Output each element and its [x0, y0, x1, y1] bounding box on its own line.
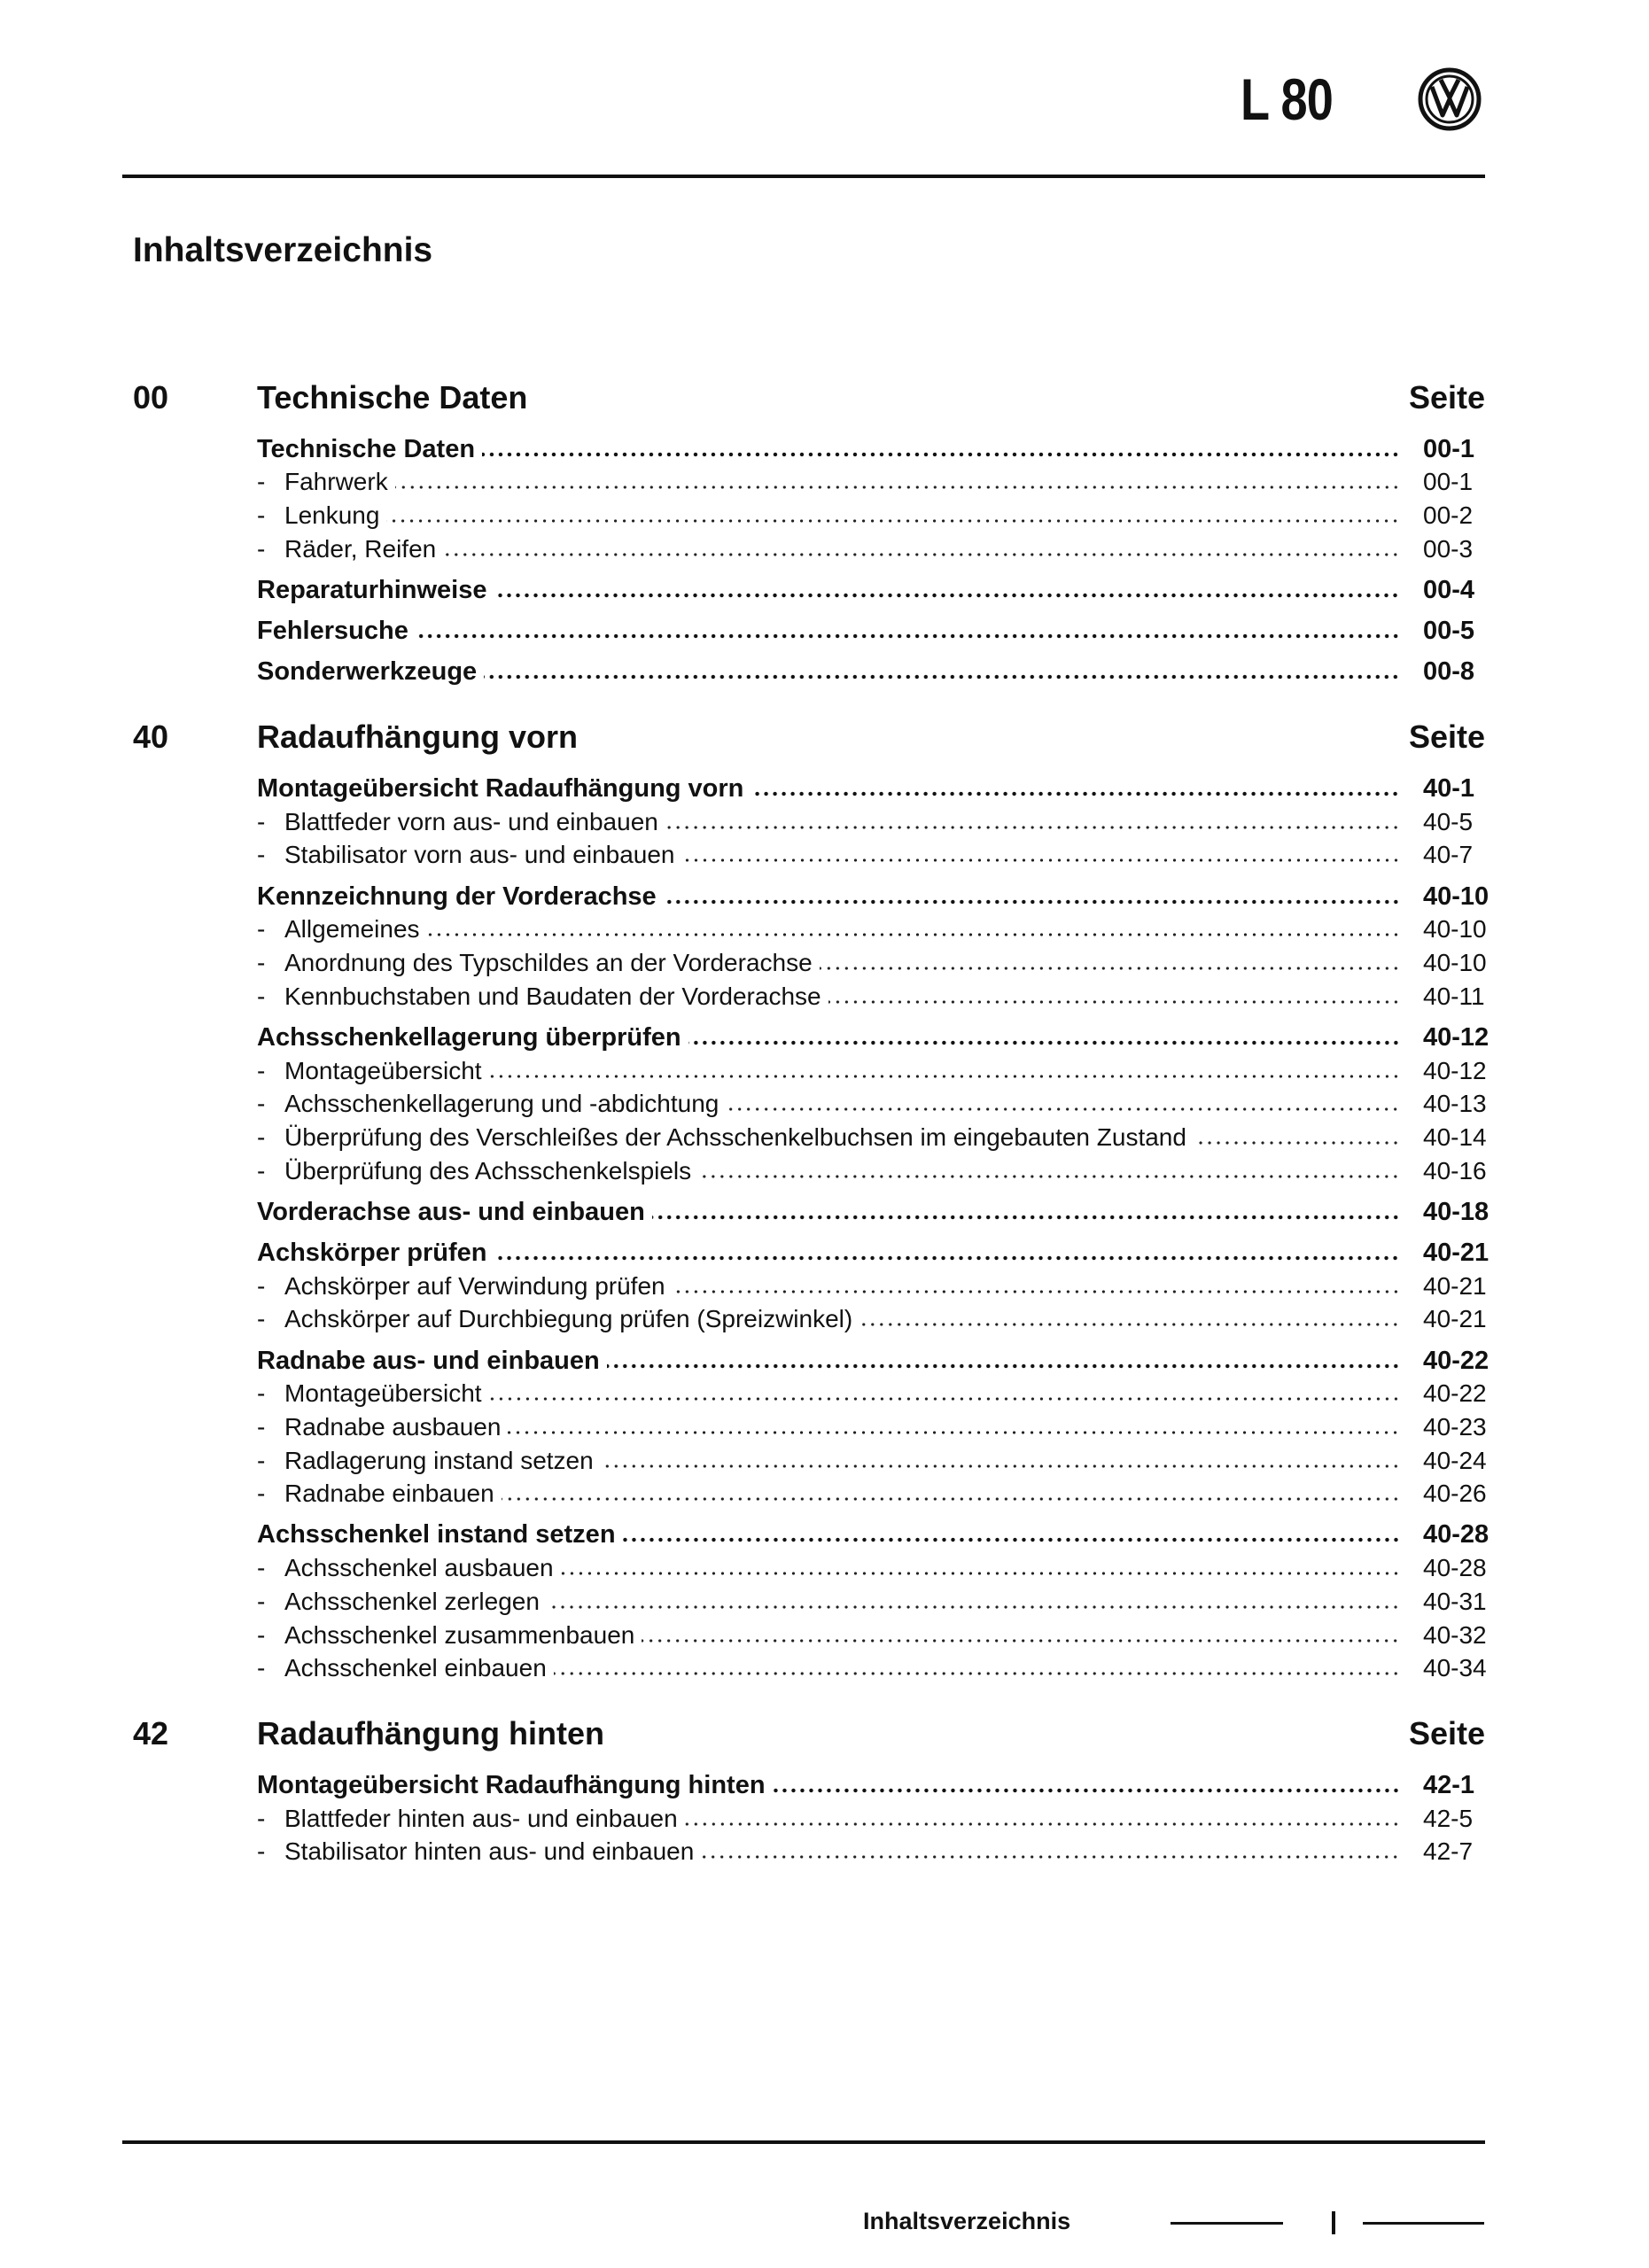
dot-leader	[494, 593, 1400, 598]
entry-title: Achsschenkel instand setzen	[257, 1520, 616, 1550]
bullet-dash: -	[257, 1056, 266, 1084]
entry-title: Reparaturhinweise	[257, 575, 487, 604]
bullet-dash: -	[257, 1305, 266, 1333]
dot-leader	[673, 1289, 1400, 1294]
entry-page-number: 40-22	[1423, 1379, 1487, 1408]
bullet-dash: -	[257, 841, 266, 869]
bullet-dash: -	[257, 1804, 266, 1832]
entry-page-number: 40-23	[1423, 1412, 1487, 1441]
toc-subentry[interactable]	[257, 1409, 1485, 1442]
entry-title: Montageübersicht	[284, 1056, 482, 1084]
bullet-dash: -	[257, 1620, 266, 1649]
dot-leader	[395, 485, 1400, 490]
toc-subentry[interactable]	[257, 497, 1485, 531]
section-number: 40	[133, 718, 169, 756]
seite-label: Seite	[1408, 1715, 1485, 1752]
toc-chapter-entry[interactable]	[257, 1342, 1490, 1376]
toc-chapter-entry[interactable]	[257, 1019, 1490, 1052]
bullet-dash: -	[257, 1412, 266, 1441]
entry-page-number: 42-7	[1423, 1837, 1474, 1866]
toc-subentry[interactable]	[257, 1617, 1485, 1651]
toc-chapter-entry[interactable]	[257, 571, 1485, 605]
section-heading	[133, 1717, 1485, 1751]
entry-title: Radnabe ausbauen	[284, 1412, 502, 1441]
entry-page-number: 40-1	[1423, 774, 1475, 803]
toc-subentry[interactable]	[257, 978, 1485, 1012]
dot-leader	[664, 899, 1400, 905]
entry-page-number: 40-18	[1423, 1197, 1490, 1226]
entry-page-number: 40-28	[1423, 1554, 1487, 1582]
entry-page-number: 40-21	[1423, 1271, 1487, 1300]
dot-leader	[685, 1821, 1400, 1827]
dot-leader	[642, 1638, 1400, 1643]
toc-chapter-entry[interactable]	[257, 1193, 1490, 1227]
entry-page-number: 00-5	[1423, 617, 1475, 646]
entry-page-number: 00-3	[1423, 534, 1474, 563]
section-number: 00	[133, 379, 169, 416]
bullet-dash: -	[257, 534, 266, 563]
toc-subentry[interactable]	[257, 1052, 1485, 1086]
seite-label: Seite	[1408, 379, 1485, 416]
entry-page-number: 40-31	[1423, 1587, 1487, 1615]
entry-page-number: 00-1	[1423, 468, 1474, 496]
toc-subentry[interactable]	[257, 1583, 1485, 1617]
toc-subentry[interactable]	[257, 1800, 1485, 1834]
section-title: Radaufhängung hinten	[257, 1715, 604, 1752]
bullet-dash: -	[257, 1090, 266, 1118]
entry-page-number: 40-21	[1423, 1238, 1490, 1267]
entry-page-number: 00-4	[1423, 575, 1475, 604]
toc-chapter-entry[interactable]	[257, 1767, 1485, 1800]
entry-title: Vorderachse aus- und einbauen	[257, 1197, 645, 1226]
toc-chapter-entry[interactable]	[257, 612, 1485, 646]
dot-leader	[682, 858, 1400, 863]
entry-page-number: 40-10	[1423, 915, 1487, 944]
entry-title: Technische Daten	[257, 434, 476, 463]
entry-title: Überprüfung des Verschleißes der Achsschenkelbuchsen im eingebauten Zustand	[284, 1122, 1186, 1151]
toc-subentry[interactable]	[257, 1119, 1485, 1153]
entry-page-number: 42-5	[1423, 1804, 1474, 1832]
entry-title: Stabilisator hinten aus- und einbauen	[284, 1837, 695, 1866]
toc-subentry[interactable]	[257, 1376, 1485, 1410]
section-heading	[133, 720, 1485, 754]
toc-chapter-entry[interactable]	[257, 878, 1490, 912]
toc-section	[133, 1717, 1485, 1867]
bullet-dash: -	[257, 1554, 266, 1582]
toc-chapter-entry[interactable]	[257, 431, 1485, 464]
dot-leader	[561, 1571, 1400, 1576]
entry-title: Räder, Reifen	[284, 534, 437, 563]
bullet-dash: -	[257, 1654, 266, 1682]
entry-title: Achsschenkel einbauen	[284, 1654, 547, 1682]
dot-leader	[489, 1074, 1400, 1079]
dot-leader	[701, 1854, 1400, 1860]
bullet-dash: -	[257, 468, 266, 496]
dot-leader	[508, 1430, 1400, 1435]
toc-subentry[interactable]	[257, 1834, 1485, 1868]
entry-page-number: 40-13	[1423, 1090, 1487, 1118]
toc-subentry[interactable]	[257, 944, 1485, 978]
entry-page-number: 40-14	[1423, 1122, 1487, 1151]
footer-dash	[1363, 2222, 1484, 2225]
entry-title: Stabilisator vorn aus- und einbauen	[284, 841, 675, 869]
entry-title: Blattfeder vorn aus- und einbauen	[284, 807, 658, 835]
entry-title: Anordnung des Typschildes an der Vorderachse	[284, 948, 813, 976]
section-number: 42	[133, 1715, 169, 1752]
entry-title: Achsschenkel zerlegen	[284, 1587, 540, 1615]
bullet-dash: -	[257, 948, 266, 976]
dot-leader	[1194, 1140, 1400, 1146]
entry-page-number: 40-24	[1423, 1446, 1487, 1474]
dot-leader	[751, 791, 1400, 796]
entry-page-number: 40-26	[1423, 1480, 1487, 1508]
entry-title: Achsschenkellagerung überprüfen	[257, 1022, 681, 1052]
toc-section	[133, 381, 1485, 687]
dot-leader	[416, 633, 1400, 639]
bullet-dash: -	[257, 915, 266, 944]
dot-leader	[860, 1322, 1400, 1327]
dot-leader	[688, 1040, 1400, 1045]
dot-leader	[547, 1604, 1400, 1610]
entry-page-number: 00-1	[1423, 434, 1475, 463]
bullet-dash: -	[257, 1122, 266, 1151]
dot-leader	[489, 1396, 1400, 1402]
entry-title: Radlagerung instand setzen	[284, 1446, 594, 1474]
vw-logo-icon	[1418, 67, 1482, 131]
entry-title: Achskörper auf Verwindung prüfen	[284, 1271, 665, 1300]
entry-title: Achsschenkel zusammenbauen	[284, 1620, 635, 1649]
bullet-dash: -	[257, 1271, 266, 1300]
dot-leader	[554, 1671, 1400, 1676]
dot-leader	[665, 825, 1400, 830]
dot-leader	[494, 1255, 1400, 1261]
dot-leader	[443, 552, 1400, 557]
bullet-dash: -	[257, 982, 266, 1010]
entry-title: Lenkung	[284, 501, 380, 530]
entry-page-number: 00-2	[1423, 501, 1474, 530]
entry-page-number: 40-32	[1423, 1620, 1487, 1649]
dot-leader	[698, 1174, 1400, 1179]
entry-page-number: 00-8	[1423, 657, 1475, 687]
entry-title: Montageübersicht	[284, 1379, 482, 1408]
toc-section	[133, 718, 1490, 1683]
bullet-dash: -	[257, 1156, 266, 1184]
toc-subentry[interactable]	[257, 1550, 1485, 1583]
toc-subentry[interactable]	[257, 1268, 1485, 1301]
toc-chapter-entry[interactable]	[257, 654, 1485, 687]
header-rule	[122, 175, 1485, 178]
table-of-contents	[133, 379, 1490, 1867]
dot-leader	[482, 452, 1400, 457]
entry-page-number: 40-12	[1423, 1056, 1487, 1084]
toc-chapter-entry[interactable]	[257, 770, 1485, 804]
toc-chapter-entry[interactable]	[257, 1517, 1490, 1550]
dot-leader	[623, 1537, 1400, 1542]
entry-page-number: 40-21	[1423, 1305, 1487, 1333]
dot-leader	[427, 932, 1400, 937]
bullet-dash: -	[257, 1446, 266, 1474]
dot-leader	[726, 1107, 1400, 1112]
entry-page-number: 42-1	[1423, 1770, 1475, 1799]
entry-title: Radnabe aus- und einbauen	[257, 1346, 600, 1375]
bullet-dash: -	[257, 1480, 266, 1508]
entry-title: Achskörper prüfen	[257, 1238, 487, 1267]
dot-leader	[820, 966, 1400, 971]
entry-title: Montageübersicht Radaufhängung hinten	[257, 1770, 766, 1799]
seite-label: Seite	[1408, 718, 1485, 756]
dot-leader	[502, 1496, 1400, 1502]
entry-page-number: 40-5	[1423, 807, 1474, 835]
entry-title: Fehlersuche	[257, 617, 408, 646]
entry-title: Blattfeder hinten aus- und einbauen	[284, 1804, 678, 1832]
toc-subentry[interactable]	[257, 1086, 1485, 1120]
toc-subentry[interactable]	[257, 1476, 1485, 1510]
toc-subentry[interactable]	[257, 912, 1485, 945]
toc-subentry[interactable]	[257, 1301, 1485, 1335]
toc-subentry[interactable]	[257, 464, 1485, 498]
entry-page-number: 40-10	[1423, 948, 1487, 976]
entry-title: Allgemeines	[284, 915, 420, 944]
entry-title: Kennzeichnung der Vorderachse	[257, 882, 657, 911]
toc-subentry[interactable]	[257, 1442, 1485, 1476]
toc-subentry[interactable]	[257, 804, 1485, 837]
bullet-dash: -	[257, 1587, 266, 1615]
toc-chapter-entry[interactable]	[257, 1234, 1490, 1268]
section-title: Radaufhängung vorn	[257, 718, 578, 756]
toc-subentry[interactable]	[257, 1153, 1485, 1186]
page-title: Inhaltsverzeichnis	[133, 231, 433, 269]
entry-page-number: 40-22	[1423, 1346, 1490, 1375]
dot-leader	[607, 1363, 1400, 1369]
bullet-dash: -	[257, 1837, 266, 1866]
toc-subentry[interactable]	[257, 531, 1485, 564]
entry-title: Achskörper auf Durchbiegung prüfen (Spreizwinkel)	[284, 1305, 853, 1333]
entry-page-number: 40-12	[1423, 1022, 1490, 1052]
entry-title: Radnabe einbauen	[284, 1480, 494, 1508]
toc-subentry[interactable]	[257, 1651, 1485, 1684]
entry-title: Achsschenkel ausbauen	[284, 1554, 554, 1582]
bullet-dash: -	[257, 1379, 266, 1408]
footer-dash	[1171, 2222, 1283, 2225]
footer-page-marker	[1332, 2211, 1335, 2234]
entry-page-number: 40-10	[1423, 882, 1490, 911]
dot-leader	[484, 674, 1400, 680]
entry-title: Überprüfung des Achsschenkelspiels	[284, 1156, 692, 1184]
footer-rule	[122, 2140, 1485, 2144]
entry-page-number: 40-7	[1423, 841, 1474, 869]
toc-subentry[interactable]	[257, 837, 1485, 871]
entry-page-number: 40-16	[1423, 1156, 1487, 1184]
entry-title: Kennbuchstaben und Baudaten der Vorderachse	[284, 982, 821, 1010]
bullet-dash: -	[257, 501, 266, 530]
dot-leader	[773, 1788, 1400, 1793]
dot-leader	[601, 1464, 1400, 1469]
entry-page-number: 40-11	[1423, 982, 1485, 1010]
dot-leader	[828, 999, 1400, 1005]
section-heading	[133, 381, 1485, 415]
section-title: Technische Daten	[257, 379, 528, 416]
bullet-dash: -	[257, 807, 266, 835]
dot-leader	[652, 1215, 1400, 1220]
dot-leader	[386, 518, 1400, 524]
entry-title: Achsschenkellagerung und -abdichtung	[284, 1090, 719, 1118]
footer-label: Inhaltsverzeichnis	[863, 2208, 1071, 2234]
entry-title: Sonderwerkzeuge	[257, 657, 478, 687]
model-designation: L 80	[1241, 66, 1334, 132]
entry-title: Montageübersicht Radaufhängung vorn	[257, 774, 744, 803]
entry-page-number: 40-28	[1423, 1520, 1490, 1550]
entry-title: Fahrwerk	[284, 468, 388, 496]
entry-page-number: 40-34	[1423, 1654, 1487, 1682]
